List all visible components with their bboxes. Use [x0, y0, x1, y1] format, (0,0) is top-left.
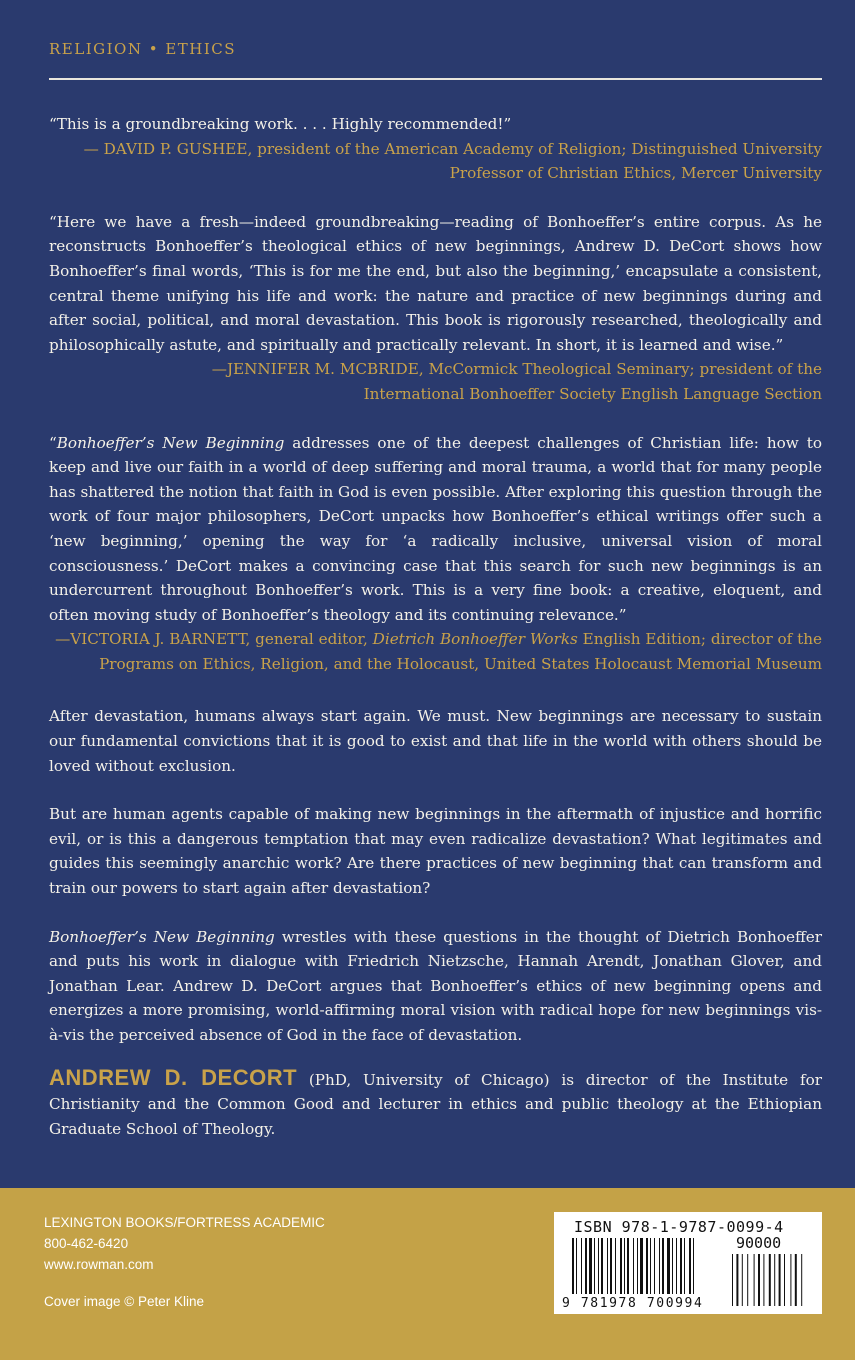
- barcode-bar: [598, 1238, 599, 1294]
- publisher-phone: 800-462-6420: [44, 1236, 129, 1251]
- barcode-bar: [627, 1238, 629, 1294]
- barcode-bar: [736, 1254, 738, 1306]
- cover-credit: Cover image © Peter Kline: [44, 1294, 205, 1309]
- barcode-bar: [790, 1254, 791, 1306]
- attribution-role: English Edition; director of the: [577, 630, 822, 649]
- publisher-website: www.rowman.com: [44, 1257, 154, 1272]
- blurb-quote: “This is a groundbreaking work. . . . Highly recommended!”: [49, 115, 512, 133]
- barcode-bar: [774, 1254, 775, 1306]
- quote-text: addresses one of the deepest challenges of Christian life: how to keep and live our faith in a world of deep suffering and moral trauma, a world that for many people has shattered the notion that faith in God is even possible. After exploring this question through the work of four major philosophers, DeCort unpacks how Bonhoeffer’s ethical writings offer such a ‘new beginning,’ opening the way for ‘a radically inclusive, universal vision of moral consciousness.’ DeCort makes a convincing case that this search for such new beginnings is an undercurrent throughout Bonhoeffer’s work. This is a very fine book: a creative, eloquent, and often moving study of Bonhoeffer’s theology and its continuing relevance.”: [49, 433, 822, 624]
- barcode-bar: [576, 1238, 577, 1294]
- barcode-bar: [601, 1238, 603, 1294]
- barcode: [554, 1212, 822, 1314]
- barcode-bar: [795, 1254, 797, 1306]
- barcode-bar: [689, 1238, 691, 1294]
- description-paragraph: After devastation, humans always start again. We must. New beginnings are necessary to sustain our fundamental convictions that it is good to exist and that life in the world with others should be loved without exclusion.: [49, 707, 822, 775]
- barcode-bar: [654, 1238, 655, 1294]
- barcode-bar: [662, 1238, 664, 1294]
- barcode-bar: [758, 1254, 760, 1306]
- blurb-quote: [49, 431, 822, 628]
- book-title: Bonhoeffer’s New Beginning: [56, 433, 285, 452]
- blurb-gushee: [49, 112, 822, 186]
- quote-open: “: [49, 433, 57, 452]
- blurb-attribution: — DAVID P. GUSHEE, president of the American Academy of Religion; Distinguished University: [83, 139, 822, 158]
- author-name: ANDREW D. DECORT: [49, 1064, 298, 1090]
- book-title: Bonhoeffer’s New Beginning: [49, 927, 275, 946]
- blurb-attribution: Programs on Ethics, Religion, and the Holocaust, United States Holocaust Memorial Museum: [99, 654, 822, 673]
- description-paragraph: [49, 925, 822, 1048]
- description-paragraph: But are human agents capable of making new beginnings in the aftermath of injustice and horrific evil, or is this a dangerous temptation that may even radicalize devastation? What legitimates and guides this seemingly anarchic work? Are there practices of new beginning that can transform and train our powers to start again after devastation?: [49, 805, 822, 898]
- barcode-bar: [801, 1254, 802, 1306]
- barcode-bar: [620, 1238, 622, 1294]
- barcode-bar: [650, 1238, 651, 1294]
- barcode-bar: [607, 1238, 608, 1294]
- barcode-bar: [693, 1238, 694, 1294]
- barcode-bar: [581, 1238, 582, 1294]
- barcode-bar: [779, 1254, 781, 1306]
- blurb-attribution: —JENNIFER M. MCBRIDE, McCormick Theological Seminary; president of the: [211, 360, 822, 379]
- barcode-bar: [610, 1238, 612, 1294]
- barcode-bar: [747, 1254, 748, 1306]
- barcode-bar: [585, 1238, 587, 1294]
- barcode-bar: [769, 1254, 771, 1306]
- barcode-bar: [763, 1254, 764, 1306]
- barcode-bar: [732, 1254, 733, 1306]
- barcode-bar: [633, 1238, 634, 1294]
- barcode-bar: [742, 1254, 743, 1306]
- barcode-bar: [615, 1238, 616, 1294]
- back-cover-text: [49, 112, 822, 1141]
- barcode-bar: [659, 1238, 660, 1294]
- blurb-barnett: [49, 431, 822, 677]
- price-code: 90000: [736, 1234, 782, 1252]
- category-label: RELIGION • ETHICS: [49, 40, 237, 58]
- author-bio: [49, 1066, 822, 1142]
- publisher-info: [44, 1212, 325, 1275]
- attribution-name: —VICTORIA J. BARNETT, general editor,: [55, 630, 373, 649]
- blurb-attribution: [49, 627, 822, 652]
- header-divider: [49, 78, 822, 80]
- barcode-bar: [667, 1238, 670, 1294]
- isbn-text: ISBN 978-1-9787-0099-4: [574, 1218, 784, 1236]
- ean-digits: 9 781978 700994: [562, 1296, 704, 1311]
- barcode-bar: [672, 1238, 673, 1294]
- blurb-attribution: Professor of Christian Ethics, Mercer University: [449, 164, 822, 183]
- barcode-bar: [784, 1254, 785, 1306]
- blurb-attribution: International Bonhoeffer Society English Language Section: [363, 384, 822, 403]
- barcode-bar: [572, 1238, 574, 1294]
- blurb-quote: “Here we have a fresh—indeed groundbreaking—reading of Bonhoeffer’s entire corpus. As he reconstructs Bonhoeffer’s theological ethics of new beginnings, Andrew D. DeCort shows how Bonhoeffer’s final words, ‘This is for me the end, but also the beginning,’ encapsulate a consistent, central theme unifying his life and work: the nature and practice of new beginnings during and after social, political, and moral devastation. This book is rigorously researched, theologically and philosophically astute, and spiritually and practically relevant. In short, it is learned and wise.”: [49, 212, 822, 354]
- barcode-bar: [754, 1254, 755, 1306]
- barcode-bar: [646, 1238, 648, 1294]
- series-title: Dietrich Bonhoeffer Works: [372, 630, 578, 649]
- author-bio-text: (PhD, University of Chicago) is director of the Institute for Christianity and the Common Good and lecturer in ethics and public theology at the Ethiopian Graduate School of Theology.: [49, 1070, 822, 1138]
- barcode-bar: [637, 1238, 638, 1294]
- publisher-name: LEXINGTON BOOKS/FORTRESS ACADEMIC: [44, 1215, 325, 1230]
- barcode-bar: [589, 1238, 592, 1294]
- blurb-mcbride: [49, 210, 822, 407]
- description-text: wrestles with these questions in the thought of Dietrich Bonhoeffer and puts his work in dialogue with Friedrich Nietzsche, Hannah Arendt, Jonathan Glover, and Jonathan Lear. Andrew D. DeCort argues that Bonhoeffer’s ethics of new beginning opens and energizes a more promising, world-affirming moral vision with radical hope for new beginnings vis-à-vis the perceived absence of God in the face of devastation.: [49, 927, 822, 1044]
- barcode-bar: [680, 1238, 682, 1294]
- barcode-bar: [676, 1238, 677, 1294]
- barcode-bar: [594, 1238, 595, 1294]
- barcode-bar: [640, 1238, 643, 1294]
- barcode-bar: [624, 1238, 625, 1294]
- barcode-bar: [684, 1238, 685, 1294]
